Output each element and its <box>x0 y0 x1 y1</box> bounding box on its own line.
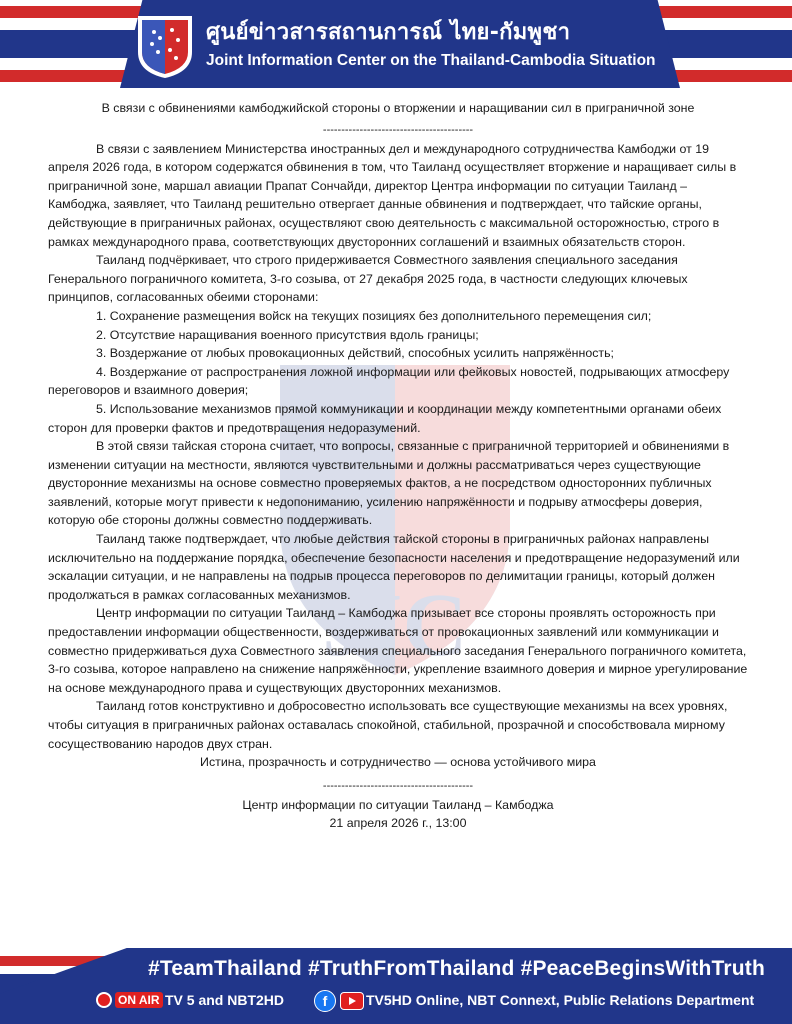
social-icons <box>314 990 364 1012</box>
motto: Истина, прозрачность и сотрудничество — основа устойчивого мира <box>200 755 596 770</box>
paragraph-6: Таиланд готов конструктивно и добросовестно использовать все существующие механизмы на всех уровнях, чтобы ситуация в приграничных районах оставалась спокойной, стабильной, прозрачной и способствовала мирному сосуществованию народов двух стран. <box>48 699 728 751</box>
header-title-english: Joint Information Center on the Thailand-Cambodia Situation <box>206 52 656 69</box>
signature: Центр информации по ситуации Таиланд – Камбоджа <box>242 797 554 812</box>
paragraph-4: Таиланд также подтверждает, что любые действия тайской стороны в приграничных районах направлены исключительно на поддержание порядка, обеспечение безопасности населения и предотвращение недоразумений или эскалации ситуации, и не направлены на подрыв процесса переговоров по делимитации границы, который должен продолжаться в рамках согласованных механизмов. <box>48 532 740 602</box>
header-banner <box>0 0 792 88</box>
paragraph-5: Центр информации по ситуации Таиланд – Камбоджа призывает все стороны проявлять осторожность при предоставлении информации общественности, воздерживаться от провокационных заявлений или коммуникации и совместно придерживаться духа Совместного заявления специального заседания Генерального пограничного комитета, 3-го созыва, которое направлено на снижение напряжённости, укрепление взаимного доверия и мирное урегулирование на основе международного права и существующих двусторонних механизмов. <box>48 606 748 695</box>
youtube-icon[interactable] <box>340 992 364 1010</box>
svg-text:JIC: JIC <box>322 576 468 675</box>
footer-hashtags: #TeamThailand #TruthFromThailand #PeaceBeginsWithTruth <box>148 957 765 980</box>
paragraph-3: В этой связи тайская сторона считает, что вопросы, связанные с приграничной территорией и обвинениями в изменении ситуации на местности, являются чувствительными и должны рассматриваться через существующие двусторонние механизмы на основе совместно проверяемых фактов, а не посредством односторонних публичных заявлений, которые могут привести к недопониманию, усилению напряжённости и подрыву атмосферы доверия, которую обе стороны должны совместно поддерживать. <box>48 439 730 528</box>
principle-item: 4. Воздержание от распространения ложной информации или фейковых новостей, подрывающих атмосферу переговоров и взаимного доверия; <box>48 364 730 398</box>
paragraph-2: Таиланд подчёркивает, что строго придерживается Совместного заявления специального заседания Генерального пограничного комитета, 3-го созыва, от 27 декабря 2025 года, в частности следующих ключевых принципов, согласованных обеими сторонами: <box>48 253 688 305</box>
header-title-thai: ศูนย์ข่าวสารสถานการณ์ ไทย-กัมพูชา <box>206 20 571 45</box>
separator-line: ----------------------------------------- <box>322 123 474 136</box>
document-date: 21 апреля 2026 г., 13:00 <box>329 816 467 831</box>
facebook-icon[interactable]: f <box>314 990 336 1012</box>
on-air-label: ON AIR <box>115 992 163 1008</box>
jic-logo-icon <box>134 12 196 80</box>
principle-item: 2. Отсутствие наращивания военного присутствия вдоль границы; <box>96 327 479 342</box>
document-title: В связи с обвинениями камбоджийской стороны о вторжении и наращивании сил в приграничной зоне <box>101 101 695 115</box>
principle-item: 5. Использование механизмов прямой коммуникации и координации между компетентными органами обеих сторон для проверки фактов и предотвращения недоразумений. <box>48 401 722 435</box>
paragraph-1: В связи с заявлением Министерства иностранных дел и международного сотрудничества Камбоджи от 19 апреля 2026 года, в котором содержатся обвинения в том, что Таиланд осуществляет вторжение и наращивает силы в приграничной зоне, маршал авиации Прапат Сончайди, директор Центра информации по ситуации Таиланд – Камбоджа, заявляет, что Таиланд решительно отвергает данные обвинения и подтверждает, что тайские органы, действующие в приграничных районах, осуществляют свою деятельность с максимальной осторожностью, строго в рамках международного права, соответствующих двусторонних соглашений и взаимных обязательств сторон. <box>48 141 737 249</box>
on-air-icon <box>96 992 112 1008</box>
principle-item: 3. Воздержание от любых провокационных действий, способных усилить напряжённость; <box>96 346 614 361</box>
separator-line: ----------------------------------------- <box>322 779 474 792</box>
principle-item: 1. Сохранение размещения войск на текущих позициях без дополнительного перемещения сил; <box>96 308 652 323</box>
tv-channels: TV 5 and NBT2HD <box>165 992 285 1008</box>
on-air-badge <box>96 992 163 1008</box>
online-channels: TV5HD Online, NBT Connext, Public Relations Department <box>366 992 755 1008</box>
footer-banner <box>0 948 792 1024</box>
document-body <box>48 99 748 833</box>
